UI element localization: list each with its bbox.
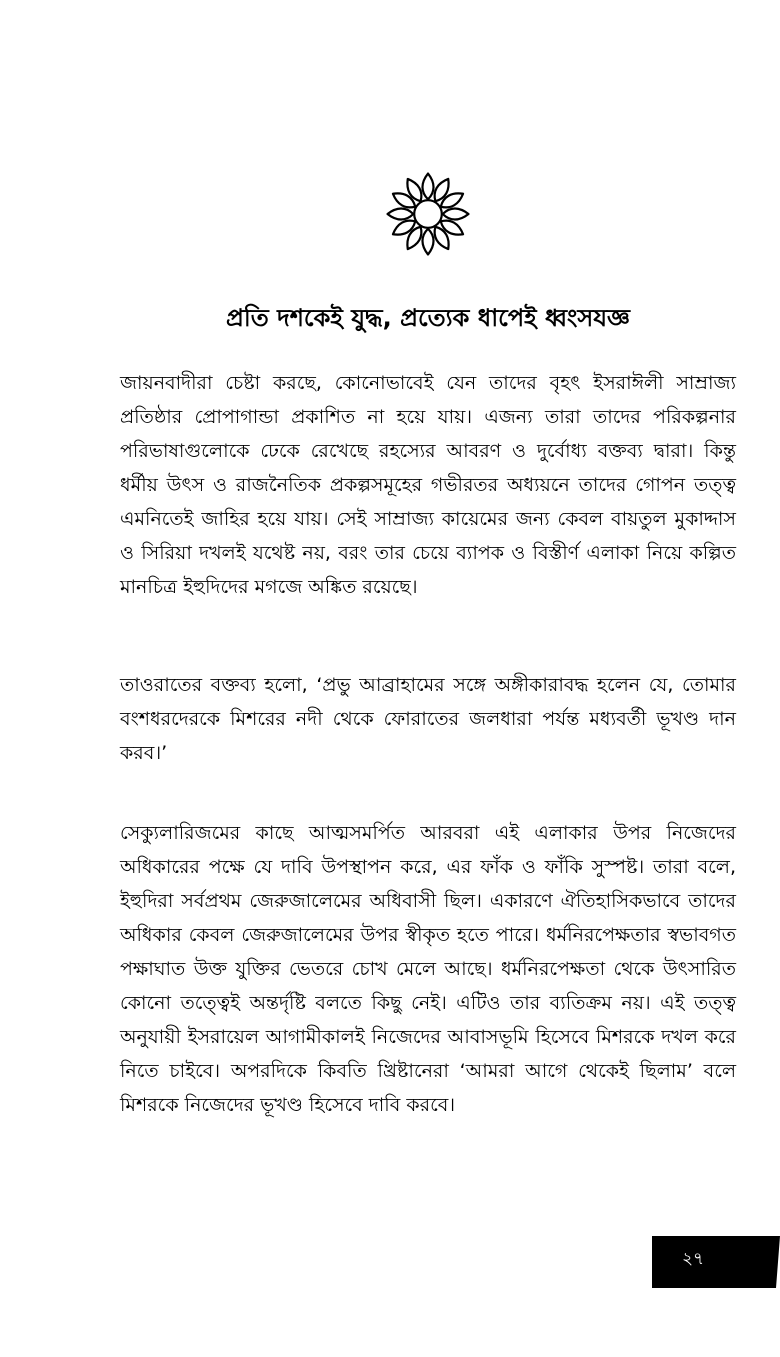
page-number: ২৭ <box>682 1249 705 1269</box>
paragraph-2: তাওরাতের বক্তব্য হলো, ‘প্রভু আব্রাহামের সঙ্গে অঙ্গীকারাবদ্ধ হলেন যে, তোমার বংশধরদেরকে মিশরের নদী থেকে ফোরাতের জলধারা পর্যন্ত মধ্যবর্তী ভূখণ্ড দান করব।’ <box>120 674 736 764</box>
paragraph-1: জায়নবাদীরা চেষ্টা করছে, কোনোভাবেই যেন তাদের বৃহৎ ইসরাঈলী সাম্রাজ্য প্রতিষ্ঠার প্রোপাগান্ডা প্রকাশিত না হয়ে যায়। এজন্য তারা তাদের পরিকল্পনার পরিভাষাগুলোকে ঢেকে রেখেছে রহস্যের আবরণ ও দুর্বোধ্য বক্তব্য দ্বারা। কিন্তু ধর্মীয় উৎস ও রাজনৈতিক প্রকল্পসমূহের গভীরতর অধ্যয়নে তাদের গোপন তত্ত্ব এমনিতেই জাহির হয়ে যায়। সেই সাম্রাজ্য কায়েমের জন্য কেবল বায়তুল মুকাদ্দাস ও সিরিয়া দখলই যথেষ্ট নয়, বরং তার চেয়ে ব্যাপক ও বিস্তীর্ণ এলাকা নিয়ে কল্পিত মানচিত্র ইহুদিদের মগজে অঙ্কিত রয়েছে। <box>120 372 736 598</box>
paragraph-3: সেক্যুলারিজমের কাছে আত্মসমর্পিত আরবরা এই এলাকার উপর নিজেদের অধিকারের পক্ষে যে দাবি উপস্থাপন করে, এর ফাঁক ও ফাঁকি সুস্পষ্ট। তারা বলে, ইহুদিরা সর্বপ্রথম জেরুজালেমের অধিবাসী ছিল। একারণে ঐতিহাসিকভাবে তাদের অধিকার কেবল জেরুজালেমের উপর স্বীকৃত হতে পারে। ধর্মনিরপেক্ষতার স্বভাবগত পক্ষাঘাত উক্ত যুক্তির ভেতরে চোখ মেলে আছে। ধর্মনিরপেক্ষতা থেকে উৎসারিত কোনো তত্ত্বেই অন্তর্দৃষ্টি বলতে কিছু নেই। এটিও তার ব্যতিক্রম নয়। এই তত্ত্ব অনুযায়ী ইসরায়েল আগামীকালই নিজেদের আবাসভূমি হিসেবে মিশরকে দখল করে নিতে চাইবে। অপরদিকে কিবতি খ্রিষ্টানেরা ‘আমরা আগে থেকেই ছিলাম’ বলে মিশরকে নিজেদের ভূখণ্ড হিসেবে দাবি করবে। <box>120 822 736 1116</box>
lotus-ornament-graphic <box>382 168 474 260</box>
page-number-tab <box>652 1236 780 1288</box>
chapter-title: প্রতি দশকেই যুদ্ধ, প্রত্যেক ধাপেই ধ্বংসযজ্ঞ <box>225 304 631 332</box>
page-tab-shape <box>652 1236 780 1288</box>
lotus-ornament-icon <box>382 168 474 260</box>
